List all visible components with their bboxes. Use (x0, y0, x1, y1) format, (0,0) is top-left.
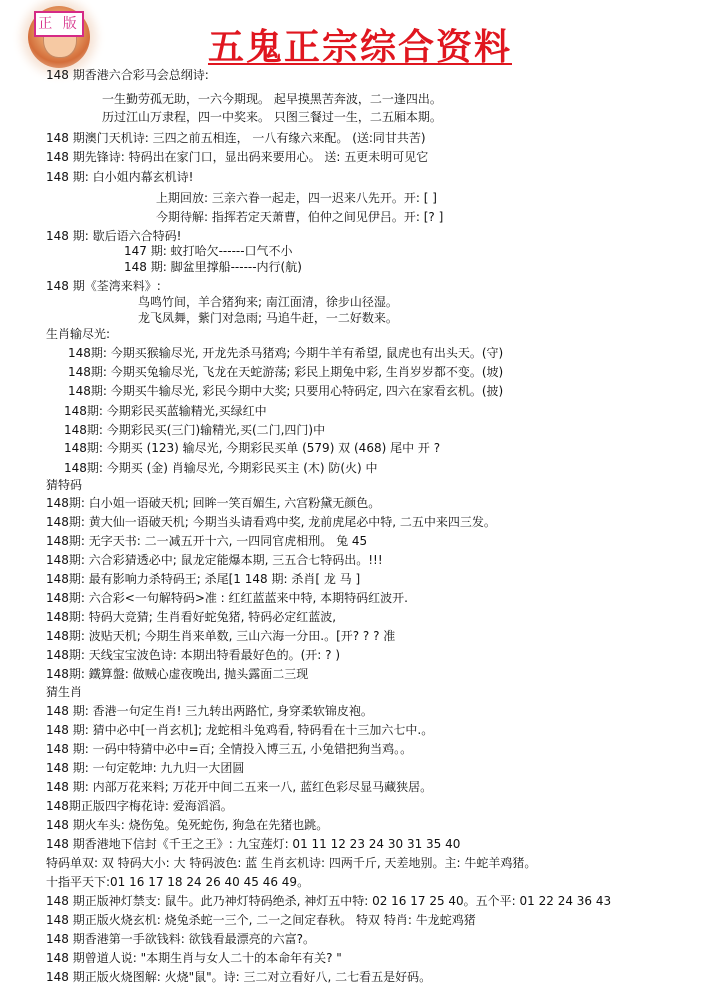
text-line: 148 期: 一码中特猜中必中=百; 全情投入博三五, 小兔错把狗当鸡。。 (46, 742, 413, 756)
text-line: 148期: 今期买兔输尽光, 飞龙在天蛇游荡; 彩民上期兔中彩, 生肖岁岁都不变。(坡) (68, 365, 504, 379)
text-line: 历过江山万隶程，四一中奖来。 只图三餐过一生，二五厢本期。 (102, 110, 442, 124)
text-line: 148期: 特码大竞猜; 生肖看好蛇兔猪, 特码必定红蓝波, (46, 610, 337, 624)
text-line: 148期: 天线宝宝波色诗: 本期出特看最好色的。(开: ? ) (46, 648, 341, 662)
text-line: 猜生肖 (46, 685, 83, 699)
text-line: 148 期: 猜中必中[一肖玄机]; 龙蛇相斗兔鸡看, 特码看在十三加六七中.。 (46, 723, 434, 737)
text-line: 148 期曾道人说: "本期生肖与女人二十的本命年有关? " (46, 951, 342, 965)
text-line: 148期: 白小姐一语破天机; 回眸一笑百媚生, 六宫粉黛无颜色。 (46, 496, 381, 510)
text-line: 148 期香港六合彩马会总纲诗: (46, 68, 209, 82)
text-line: 148期正版四字梅花诗: 爱海滔滔。 (46, 799, 233, 813)
text-line: 148 期正版神灯禁支: 鼠牛。此乃神灯特码绝杀, 神灯五中特: 02 16 17 25 40。五个平: 01 22 24 36 43 (46, 894, 612, 908)
text-line: 148 期: 脚盆里撑船------内行(航) (124, 260, 302, 274)
text-line: 148 期正版火烧图解: 火烧"鼠"。诗: 三二对立看好八, 二七看五是好码。 (46, 970, 432, 984)
text-line: 148期: 今期买 (金) 肖输尽光, 今期彩民买主 (木) 防(火) 中 (64, 461, 378, 475)
text-line: 龙飞凤舞，紫门对急雨; 马追牛赶，一二好数来。 (138, 311, 398, 325)
text-line: 特码单双: 双 特码大小: 大 特码波色: 蓝 生肖玄机诗: 四两千斤, 天差地别。主: 牛蛇羊鸡猪。 (46, 856, 537, 870)
text-line: 148 期先锋诗: 特码出在家门口，显出码来要用心。 送: 五更未明可见它 (46, 150, 429, 164)
text-line: 148 期: 歇后语六合特码! (46, 229, 182, 243)
text-line: 生肖输尽光: (46, 327, 111, 341)
text-line: 148期: 黄大仙一语破天机; 今期当头请看鸡中奖, 龙前虎尾必中特, 二五中来四三发。 (46, 515, 496, 529)
text-line: 十指平天下:01 16 17 18 24 26 40 45 46 49。 (46, 875, 310, 889)
text-line: 148 期: 内部万花来料; 万花开中间二五来一八, 蓝红色彩尽显马藏狭居。 (46, 780, 433, 794)
text-line: 148期: 六合彩<一句解特码>准 : 红红蓝蓝来中特, 本期特码红波开. (46, 591, 408, 605)
text-line: 148 期: 白小姐内幕玄机诗! (46, 170, 194, 184)
text-line: 147 期: 蚊打哈欠------口气不小 (124, 244, 293, 258)
text-line: 148期: 今期买猴输尽光, 开龙先杀马猪鸡; 今期牛羊有希望, 鼠虎也有出头天。(守) (68, 346, 504, 360)
text-line: 猜特码 (46, 478, 83, 492)
text-line: 148期: 鐵算盤: 做贼心虚夜晚出, 抛头露面二三现 (46, 667, 309, 681)
text-line: 148 期正版火烧玄机: 烧兔杀蛇一三个, 二一之间定春秋。 特双 特肖: 牛龙蛇鸡猪 (46, 913, 476, 927)
text-line: 148 期《荃湾来料》: (46, 279, 161, 293)
text-line: 148期: 今期彩民买(三门)输精光,买(二门,四门)中 (64, 423, 326, 437)
text-line: 148 期香港第一手欲钱料: 欲钱看最漂亮的六富?。 (46, 932, 315, 946)
text-line: 148期: 今期彩民买蓝输精光,买绿红中 (64, 404, 267, 418)
text-line: 148期: 今期买 (123) 输尽光, 今期彩民买单 (579) 双 (468) 尾中 开 ? (64, 441, 441, 455)
text-line: 一生勤劳孤无助，一六今期现。 起早摸黑苦奔波，二一逢四出。 (102, 92, 442, 106)
edition-badge: 正 版 (34, 11, 84, 37)
text-line: 148 期香港地下信封《千王之王》: 九宝莲灯: 01 11 12 23 24 30 31 35 40 (46, 837, 461, 851)
text-line: 148 期: 一句定乾坤: 九九归一大团圆 (46, 761, 245, 775)
page-title: 五鬼正宗综合资料 (207, 26, 512, 68)
text-line: 今期待解: 指挥若定天萧曹，伯仲之间见伊吕。开: [? ] (156, 210, 444, 224)
text-line: 148期: 波贴天机; 今期生肖来单数, 三山六海一分田.。[开? ? ? 准 (46, 629, 396, 643)
text-line: 148 期火车头: 烧伤兔。兔死蛇伤, 狗急在先猪也跳。 (46, 818, 329, 832)
text-line: 148 期: 香港一句定生肖! 三九转出两路忙, 身穿柔软锦皮袍。 (46, 704, 373, 718)
text-line: 148期: 最有影响力杀特码王; 杀尾[1 148 期: 杀肖[ 龙 马 ] (46, 572, 361, 586)
text-line: 148期: 无字天书: 二一减五开十六, 一四同官虎相刑。 兔 45 (46, 534, 368, 548)
text-line: 148 期澳门天机诗: 三四之前五相连， 一八有缘六来配。 (送:同甘共苦) (46, 131, 426, 145)
text-line: 148期: 六合彩猜透必中; 鼠龙定能爆本期, 三五合七特码出。!!! (46, 553, 383, 567)
text-line: 上期回放: 三亲六眷一起走，四一迟来八先开。开: [ ] (156, 191, 437, 205)
text-line: 148期: 今期买牛输尽光, 彩民今期中大奖; 只要用心特码定, 四六在家看玄机。(披) (68, 384, 504, 398)
text-line: 鸟鸣竹间，羊合猪狗来; 南江面清，徐步山径湿。 (138, 295, 398, 309)
